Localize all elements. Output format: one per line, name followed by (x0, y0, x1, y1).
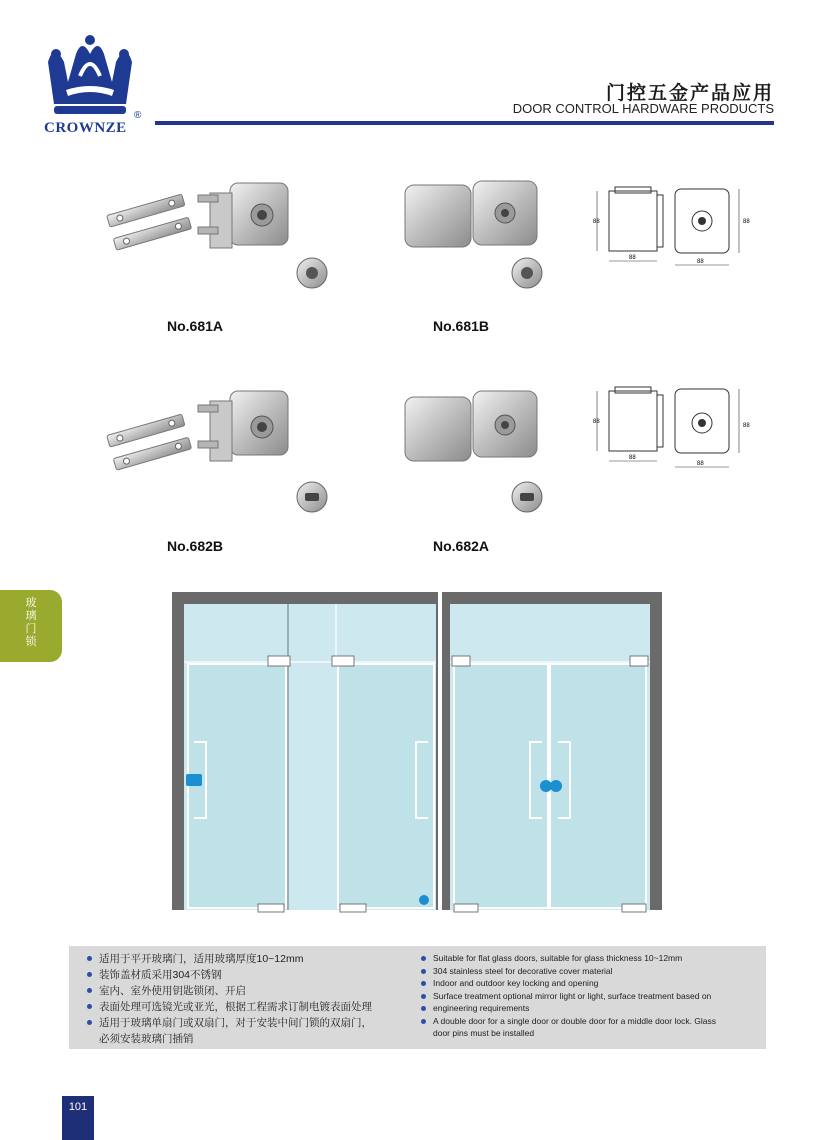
dim-width-4: 88 (697, 461, 704, 467)
header-rule (155, 121, 774, 125)
product-681a-image (100, 175, 340, 300)
product-681a-label: No.681A (167, 318, 224, 334)
page-number (62, 1096, 94, 1140)
dim-height-4: 88 (743, 423, 750, 429)
feature-item-en: engineering requirements (419, 1002, 759, 1015)
feature-item-en: Indoor and outdoor key locking and opening (419, 977, 759, 990)
feature-item-en-continued: door pins must be installed (433, 1028, 535, 1038)
product-681b-label: No.681B (433, 318, 490, 334)
page-title-en: DOOR CONTROL HARDWARE PRODUCTS (512, 101, 774, 116)
side-tab-char: 玻 (25, 597, 37, 609)
product-682a-label: No.682A (433, 538, 490, 554)
side-tab-char: 门 (25, 623, 37, 635)
crown-icon (40, 32, 140, 118)
product-682a-image (395, 385, 555, 520)
dim-height-2: 88 (743, 219, 750, 225)
side-tab-char: 璃 (25, 610, 37, 622)
product-682b-image (100, 385, 340, 520)
dim-width-2: 88 (697, 259, 704, 265)
features-list-en (419, 952, 759, 1040)
brand-logo (36, 32, 146, 142)
glass-door-installation-diagram (172, 592, 662, 918)
feature-item-cn: 适用于玻璃单扇门或双扇门，对于安装中间门锁的双扇门， (85, 1015, 415, 1031)
product-681b-image (395, 175, 555, 300)
registered-mark: ® (134, 110, 142, 121)
category-side-tab (0, 590, 62, 662)
feature-item-cn: 装饰盖材质采用304不锈钢 (85, 967, 415, 983)
brand-name: CROWNZE (44, 120, 127, 136)
features-panel (69, 946, 766, 1049)
features-list-cn (85, 951, 415, 1047)
dim-height-3: 88 (593, 419, 600, 425)
feature-item-en: Surface treatment optional mirror light or light, surface treatment based on (419, 990, 759, 1003)
page-number-text: 101 (68, 1101, 88, 1113)
side-tab-char: 锁 (25, 636, 37, 648)
feature-item-en: A double door for a single door or double door for a middle door lock. Glass (419, 1015, 759, 1028)
technical-drawing-1 (585, 185, 765, 275)
feature-item-en: 304 stainless steel for decorative cover material (419, 965, 759, 978)
feature-item-cn: 表面处理可选镜光或亚光，根据工程需求订制电镀表面处理 (85, 999, 415, 1015)
product-682b-label: No.682B (167, 538, 224, 554)
page-title-cn: 门控五金产品应用 (605, 82, 774, 104)
feature-item-cn-continued: 必须安装玻璃门插销 (99, 1033, 194, 1045)
feature-item-en: Suitable for flat glass doors, suitable for glass thickness 10~12mm (419, 952, 759, 965)
feature-item-cn: 室内、室外使用钥匙锁闭、开启 (85, 983, 415, 999)
dim-width-3: 88 (629, 455, 636, 461)
technical-drawing-2 (585, 385, 765, 475)
dim-width-1: 88 (629, 255, 636, 261)
dim-height-1: 88 (593, 219, 600, 225)
feature-item-cn: 适用于平开玻璃门，适用玻璃厚度10~12mm (85, 951, 415, 967)
